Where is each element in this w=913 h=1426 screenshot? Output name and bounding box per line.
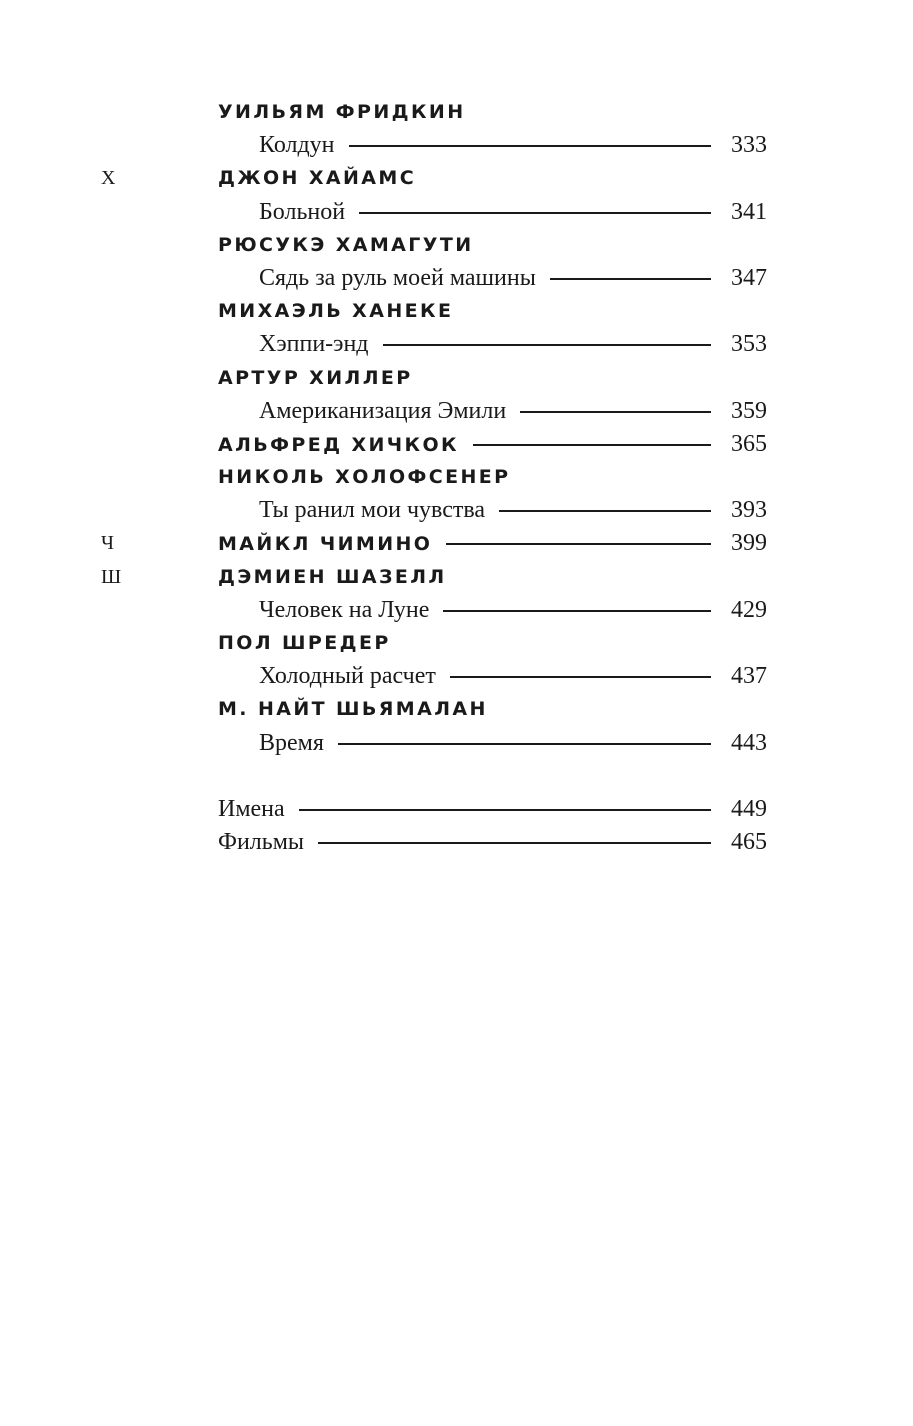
film-title: Сядь за руль моей машины [259,264,536,291]
director-name: ПОЛ ШРЕДЕР [218,632,391,654]
leader-line [359,212,711,214]
section-letter: Ш [101,565,122,588]
toc-entry-film[interactable] [259,727,767,760]
toc-entry-film[interactable] [259,262,767,295]
toc-entry-film[interactable] [259,594,767,627]
leader-line [450,676,711,678]
page-number: 465 [731,828,767,855]
toc-row [0,229,913,262]
page-number: 365 [731,430,767,457]
film-title: Человек на Луне [259,596,430,623]
section-letter: Х [101,167,116,190]
toc-row [0,262,913,295]
index-title: Имена [218,795,285,822]
toc-row [0,627,913,660]
toc-entry-film[interactable] [259,196,767,229]
toc-row [0,395,913,428]
film-title: Колдун [259,132,335,159]
toc-row [0,129,913,162]
page-number: 353 [731,331,767,358]
film-title: Холодный расчет [259,663,436,690]
toc-entry-film[interactable] [259,395,767,428]
page-number: 393 [731,497,767,524]
toc-row [0,328,913,361]
toc-row [0,96,913,129]
director-name: ДЭМИЕН ШАЗЕЛЛ [218,565,447,588]
director-name: МАЙКЛ ЧИМИНО [218,533,433,556]
page-number: 347 [731,264,767,291]
film-title: Хэппи-энд [259,331,369,358]
leader-line [499,510,711,512]
leader-line [443,610,711,612]
toc-row [0,461,913,494]
toc-row [0,727,913,760]
toc-row [0,826,913,859]
table-of-contents [0,96,913,859]
toc-row [0,660,913,693]
leader-line [318,842,711,844]
index-title: Фильмы [218,828,305,855]
toc-row [0,494,913,527]
toc-row [0,594,913,627]
director-name: АЛЬФРЕД ХИЧКОК [218,433,459,456]
page-number: 359 [731,397,767,424]
page-number: 449 [731,795,767,822]
page-number: 341 [731,198,767,225]
leader-line [338,743,711,745]
toc-row [0,196,913,229]
toc-row [0,693,913,726]
toc-row [0,793,913,826]
toc-entry-film[interactable] [259,660,767,693]
film-title: Время [259,729,324,756]
page-number: 443 [731,729,767,756]
leader-line [349,145,711,147]
leader-line [299,809,711,811]
film-title: Американизация Эмили [259,397,507,424]
leader-line [383,344,711,346]
toc-entry-index[interactable] [218,793,767,826]
leader-line [446,543,711,545]
spacer [0,760,913,793]
director-name: МИХАЭЛЬ ХАНЕКЕ [218,300,454,323]
toc-row [0,162,913,195]
director-name: УИЛЬЯМ ФРИДКИН [218,101,466,123]
leader-line [473,444,711,446]
toc-entry-director[interactable] [218,527,767,561]
toc-entry-director[interactable] [218,428,767,462]
page-number: 437 [731,663,767,690]
toc-row [0,295,913,328]
toc-row [0,561,913,594]
leader-line [520,411,711,413]
toc-entry-film[interactable] [259,129,767,162]
toc-row [0,362,913,395]
director-name: ДЖОН ХАЙАМС [218,167,417,190]
director-name: АРТУР ХИЛЛЕР [218,366,413,389]
toc-row [0,428,913,461]
page-number: 399 [731,530,767,557]
director-name: РЮСУКЭ ХАМАГУТИ [218,233,474,256]
leader-line [550,278,711,280]
toc-entry-film[interactable] [259,494,767,527]
toc-row [0,527,913,560]
film-title: Больной [259,198,346,225]
toc-entry-film[interactable] [259,328,767,361]
film-title: Ты ранил мои чувства [259,497,486,524]
section-letter: Ч [101,532,114,555]
director-name: М. НАЙТ ШЬЯМАЛАН [218,698,488,721]
page-number: 333 [731,132,767,159]
page-number: 429 [731,596,767,623]
director-name: НИКОЛЬ ХОЛОФСЕНЕР [218,466,511,489]
toc-entry-index[interactable] [218,826,767,859]
